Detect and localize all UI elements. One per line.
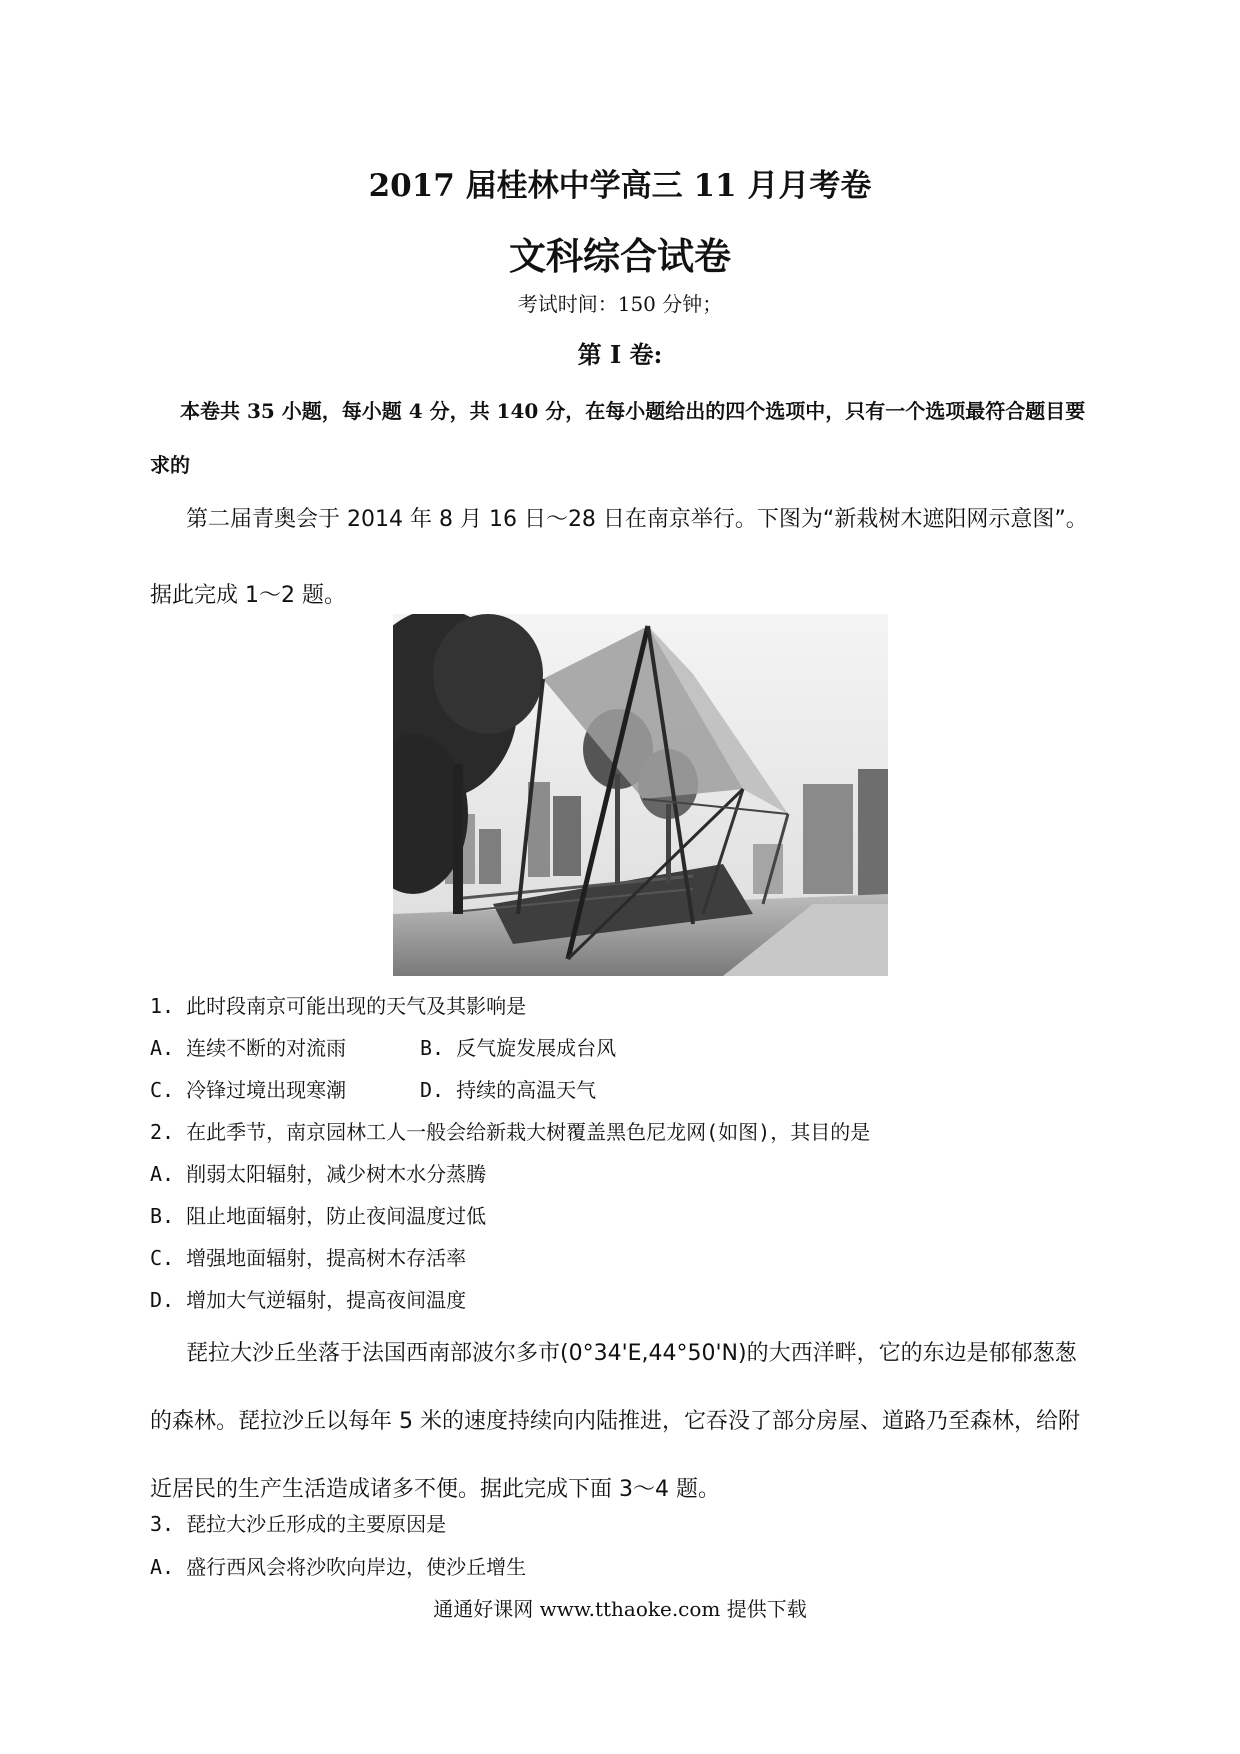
question-2-option-c: C. 增强地面辐射，提高树木存活率 (150, 1246, 467, 1270)
exam-title: 2017 届桂林中学高三 11 月月考卷 (368, 168, 872, 204)
footer-source: 通通好课网 www.tthaoke.com 提供下载 (433, 1597, 807, 1621)
question-1-option-a: A. 连续不断的对流雨 (150, 1036, 347, 1060)
volume-heading: 第 I 卷: (577, 340, 663, 369)
exam-time: 考试时间：150 分钟； (517, 292, 723, 316)
question-1-option-c: C. 冷锋过境出现寒潮 (150, 1078, 347, 1102)
question-3-option-a: A. 盛行西风会将沙吹向岸边，使沙丘增生 (150, 1555, 527, 1579)
instructions: 本卷共 35 小题，每小题 4 分，共 140 分，在每小题给出的四个选项中，只有一个选项最符合题目要求的 (150, 399, 1086, 477)
question-1-option-d: D. 持续的高温天气 (420, 1078, 597, 1102)
shade-net-photo (393, 614, 888, 976)
question-2-option-d: D. 增加大气逆辐射，提高夜间温度 (150, 1288, 467, 1312)
question-1-option-b: B. 反气旋发展成台风 (420, 1036, 617, 1060)
passage-1: 第二届青奥会于 2014 年 8 月 16 日～28 日在南京举行。下图为“新栽树木遮阳网示意图”。据此完成 1～2 题。 (150, 507, 1088, 608)
passage-2: 琵拉大沙丘坐落于法国西南部波尔多市(0°34'E,44°50'N)的大西洋畔，它的东边是郁郁葱葱的森林。琵拉沙丘以每年 5 米的速度持续向内陆推进，它吞没了部分房屋、道路乃至森林，给附近居民的生产生活造成诸多不便。据此完成下面 3～4 题。 (150, 1341, 1080, 1502)
question-2-stem: 2. 在此季节，南京园林工人一般会给新栽大树覆盖黑色尼龙网(如图)，其目的是 (150, 1120, 871, 1144)
question-1-stem: 1. 此时段南京可能出现的天气及其影响是 (150, 994, 527, 1018)
question-3-stem: 3. 琵拉大沙丘形成的主要原因是 (150, 1512, 447, 1536)
question-2-option-a: A. 削弱太阳辐射，减少树木水分蒸腾 (150, 1162, 487, 1186)
question-2-option-b: B. 阻止地面辐射，防止夜间温度过低 (150, 1204, 487, 1228)
exam-subtitle: 文科综合试卷 (509, 234, 731, 278)
